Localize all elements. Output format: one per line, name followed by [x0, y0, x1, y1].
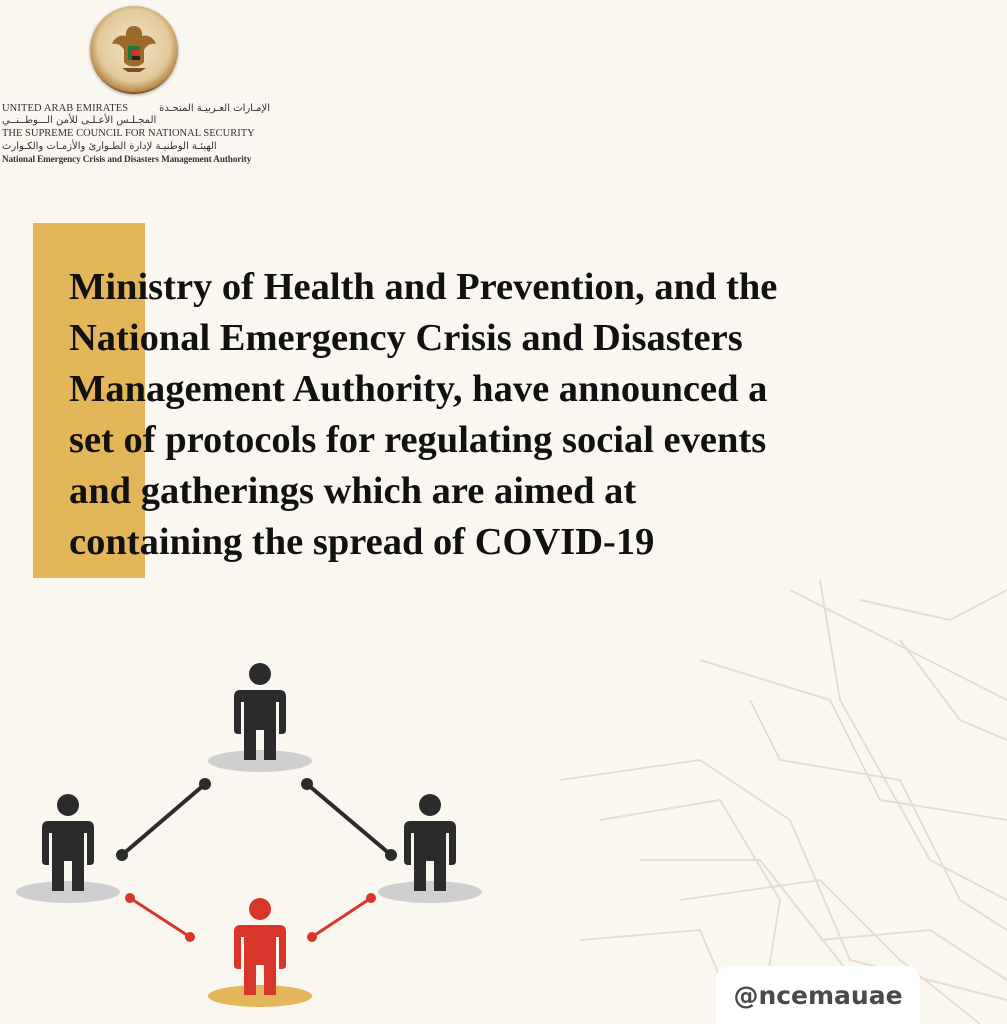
headline-line: National Emergency Crisis and Disasters — [69, 317, 743, 359]
headline-line: and gatherings which are aimed at — [69, 470, 637, 512]
person-base-top — [208, 750, 312, 772]
person-base-center-alert — [208, 985, 312, 1007]
person-base-left — [16, 881, 120, 903]
social-distancing-illustration — [0, 620, 520, 1024]
headline-line: set of protocols for regulating social events — [69, 419, 767, 461]
person-icon-left — [42, 794, 94, 891]
org-country-en: UNITED ARAB EMIRATES — [2, 103, 129, 114]
connection-node — [301, 778, 313, 790]
headline — [69, 262, 969, 568]
connection-line-left — [122, 784, 205, 855]
connection-node — [199, 778, 211, 790]
org-council-en: THE SUPREME COUNCIL FOR NATIONAL SECURITY — [2, 128, 255, 139]
alert-connection-node — [125, 893, 135, 903]
person-base-right — [378, 881, 482, 903]
headline-line: Ministry of Health and Prevention, and the — [69, 266, 778, 308]
alert-connection-node — [307, 932, 317, 942]
org-authority-ar — [2, 140, 270, 153]
alert-connection-node — [366, 893, 376, 903]
org-council-ar-text: المجـلـس الأعـلـى للأمن الـــوطــنــي — [2, 115, 157, 126]
alert-connection-node — [185, 932, 195, 942]
alert-connection-line-left — [130, 898, 190, 937]
person-icon-right — [404, 794, 456, 891]
organization-block — [2, 103, 270, 166]
connection-node — [116, 849, 128, 861]
connection-line-right — [307, 784, 391, 855]
person-icon-top — [234, 663, 286, 760]
headline-line: containing the spread of COVID-19 — [69, 521, 655, 563]
org-country-ar: الإمـارات العـربيـة المتحـدة — [159, 103, 270, 114]
person-icon-alert — [234, 898, 286, 995]
org-council-ar — [2, 114, 270, 127]
connection-node — [385, 849, 397, 861]
org-authority-en: National Emergency Crisis and Disasters Management Authority — [2, 154, 252, 164]
uae-emblem-seal — [90, 6, 178, 94]
headline-line: Management Authority, have announced a — [69, 368, 768, 410]
org-country-row — [2, 103, 270, 114]
org-authority-ar-text: الهيئـة الوطنيـة لإدارة الطـوارئ والأزمـات والكـوارث — [2, 141, 217, 152]
alert-connection-line-right — [312, 898, 371, 937]
social-handle-badge: @ncemauae — [716, 966, 920, 1024]
falcon-emblem-icon — [110, 22, 158, 74]
